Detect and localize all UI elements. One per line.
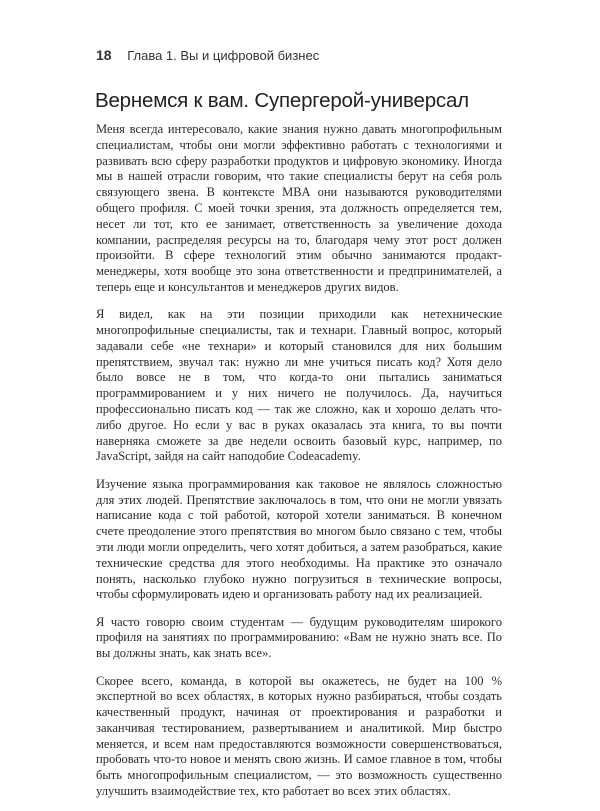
paragraph: Я часто говорю своим студентам — будущим руководителям широкого профиля на занятиях по программированию: «Вам не нужно знать все. По вы должны знать, как знать все». [96,614,502,661]
body-text [96,122,502,811]
page-number: 18 [96,47,112,63]
section-heading: Вернемся к вам. Супергерой-универсал [95,89,469,112]
paragraph: Меня всегда интересовало, какие знания нужно давать многопрофильным специалистам, чтобы они могли эффективно работать с технологиями и развивать всю сферу разработки продуктов и цифровую экономику. Иногда мы в нашей отрасли говорим, что такие специалисты берут на себя роль связующего звена. В контексте MBA они называются руководителями общего профиля. С моей точки зрения, эта должность определяется тем, несет ли тот, кто ее занимает, ответственность за увеличение дохода компании, распределяя ресурсы на то, благодаря чему этот рост должен произойти. В сфере технологий этим обычно занимаются продакт-менеджеры, хотя вообще это зона ответственности и предпринимателей, а теперь еще и консультантов и менеджеров других видов. [96,122,502,294]
paragraph: Изучение языка программирования как таковое не являлось сложностью для этих людей. Препятствие заключалось в том, что они не могли увязать написание кода с той работой, которой хотели заниматься. В конечном счете преодоление этого препятствия во многом было связано с тем, чтобы эти люди могли определить, чего хотят добиться, а затем разобраться, какие технические средства для этого необходимы. На практике это означало понять, насколько глубоко нужно погрузиться в технические вопросы, чтобы сформулировать идею и организовать работу над их реализацией. [96,476,502,602]
paragraph: Я видел, как на эти позиции приходили как нетехнические многопрофильные специалисты, так и технари. Главный вопрос, который задавали себе «не технари» и который становился для них большим препятствием, звучал так: нужно ли мне учиться писать код? Хотя дело было вовсе не в том, что когда-то они пытались заниматься программированием и у них ничего не получилось. Да, научиться профессионально писать код — так же сложно, как и хорошо делать что-либо другое. Но если у вас в руках оказалась эта книга, то вы почти наверняка сможете за две недели освоить базовый курс, например, по JavaScript, зайдя на сайт наподобие Codeacademy. [96,307,502,464]
chapter-title: Глава 1. Вы и цифровой бизнес [127,48,320,63]
running-header [96,47,319,64]
paragraph: Скорее всего, команда, в которой вы окажетесь, не будет на 100 % экспертной во всех областях, в которых нужно разбираться, чтобы создать качественный продукт, начиная от проектирования и разработки и заканчивая тестированием, развертыванием и аналитикой. Мир быстро меняется, и всем нам предоставляются возможности совершенствоваться, пробовать что-то новое и менять свою жизнь. И самое главное в том, чтобы быть многопрофильным специалистом, — это возможность существенно улучшить взаимодействие тех, кто работает во всех этих областях. [96,673,502,799]
